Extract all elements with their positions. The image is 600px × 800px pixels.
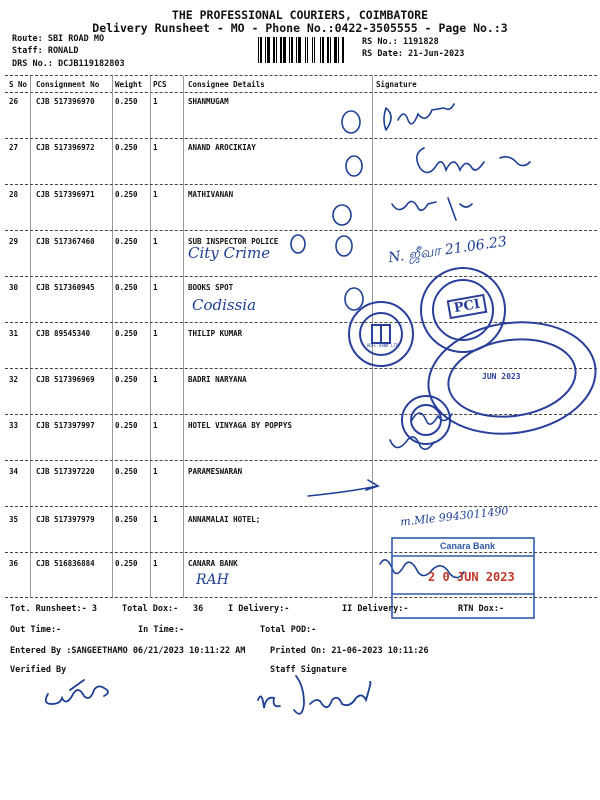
consignment-cell: CJB 89545340 bbox=[36, 329, 91, 338]
consignment-cell: CJB 517397979 bbox=[36, 515, 95, 524]
pci-stamp: PCI bbox=[447, 294, 488, 319]
handwritten-circle-mark bbox=[333, 205, 351, 225]
pcs-cell: 1 bbox=[153, 190, 158, 199]
canara-stamp-date: 2 0 JUN 2023 bbox=[428, 570, 515, 584]
total-dox-label: Total Dox:- bbox=[122, 604, 179, 614]
consignee-cell: ANAND AROCIKIAY bbox=[188, 143, 256, 152]
weight-cell: 0.250 bbox=[115, 467, 138, 476]
consignment-cell: CJB 517396969 bbox=[36, 375, 95, 384]
verified-by-label: Verified By bbox=[10, 665, 67, 675]
weight-cell: 0.250 bbox=[115, 559, 138, 568]
sno-cell: 32 bbox=[9, 375, 19, 384]
handwritten-circle-mark bbox=[336, 236, 352, 256]
handwritten-signature bbox=[384, 104, 454, 130]
weight-cell: 0.250 bbox=[115, 237, 138, 246]
staff-label: Staff: RONALD bbox=[12, 46, 79, 56]
pcs-cell: 1 bbox=[153, 329, 158, 338]
handwritten-arrow bbox=[308, 480, 378, 496]
col-consignee-header: Consignee Details bbox=[188, 80, 265, 89]
consignee-cell: MATHIVANAN bbox=[188, 190, 234, 199]
col-signature-header: Signature bbox=[376, 80, 417, 89]
weight-cell: 0.250 bbox=[115, 421, 138, 430]
handwritten-circle-mark bbox=[345, 288, 363, 310]
commissioner-stamp-date: JUN 2023 bbox=[482, 372, 521, 381]
sno-cell: 33 bbox=[9, 421, 19, 430]
consignee-cell: SHANMUGAM bbox=[188, 97, 229, 106]
pcs-cell: 1 bbox=[153, 467, 158, 476]
consignee-cell: SUB INSPECTOR POLICE bbox=[188, 237, 279, 246]
col-sno-header: S No bbox=[9, 80, 28, 89]
in-time-label: In Time:- bbox=[138, 625, 185, 635]
consignee-cell: HOTEL VINYAGA BY POPPYS bbox=[188, 421, 292, 430]
weight-cell: 0.250 bbox=[115, 375, 138, 384]
sno-cell: 29 bbox=[9, 237, 19, 246]
route-label: Route: SBI ROAD MO bbox=[12, 34, 105, 44]
pcs-cell: 1 bbox=[153, 515, 158, 524]
weight-cell: 0.250 bbox=[115, 329, 138, 338]
weight-cell: 0.250 bbox=[115, 190, 138, 199]
company-title: THE PROFESSIONAL COURIERS, COIMBATORE bbox=[171, 8, 429, 22]
consignee-cell: BOOKS SPOT bbox=[188, 283, 234, 292]
handwritten-note: Codissia bbox=[192, 296, 257, 314]
consignment-cell: CJB 516836884 bbox=[36, 559, 95, 568]
pcs-cell: 1 bbox=[153, 375, 158, 384]
drs-number: DRS No.: DCJB119182803 bbox=[12, 59, 125, 69]
total-runsheet: Tot. Runsheet:- 3 bbox=[10, 604, 97, 614]
hdfc-seal-text: HDFC BANK LTD bbox=[367, 343, 399, 348]
handwritten-signature bbox=[417, 148, 530, 173]
sno-cell: 36 bbox=[9, 559, 19, 568]
col-weight-header: Weight bbox=[115, 80, 143, 89]
ii-delivery-label: II Delivery:- bbox=[342, 604, 409, 614]
out-time-label: Out Time:- bbox=[10, 625, 62, 635]
handwritten-circle-mark bbox=[291, 235, 305, 253]
consignment-cell: CJB 517360945 bbox=[36, 283, 95, 292]
sno-cell: 35 bbox=[9, 515, 19, 524]
consignee-cell: CANARA BANK bbox=[188, 559, 238, 568]
consignee-cell: BADRI NARYANA bbox=[188, 375, 247, 384]
printed-on: Printed On: 21-06-2023 10:11:26 bbox=[270, 646, 429, 656]
handwritten-note: m.Mle 9943011490 bbox=[399, 504, 510, 529]
pcs-cell: 1 bbox=[153, 97, 158, 106]
sno-cell: 27 bbox=[9, 143, 19, 152]
consignee-cell: THILIP KUMAR bbox=[188, 329, 243, 338]
canara-bank-name: Canara Bank bbox=[440, 541, 496, 551]
pcs-cell: 1 bbox=[153, 421, 158, 430]
total-dox-value: 36 bbox=[193, 604, 204, 614]
handwritten-signature bbox=[392, 198, 472, 220]
consignment-cell: CJB 517396972 bbox=[36, 143, 95, 152]
handwritten-note: N. ஜீவா 21.06.23 bbox=[387, 233, 508, 267]
weight-cell: 0.250 bbox=[115, 515, 138, 524]
consignment-cell: CJB 517367460 bbox=[36, 237, 95, 246]
total-pod-label: Total POD:- bbox=[260, 625, 317, 635]
verified-by-signature bbox=[46, 680, 108, 704]
hdfc-bank-seal bbox=[349, 302, 413, 366]
consignment-cell: CJB 517397220 bbox=[36, 467, 95, 476]
col-consignment-header: Consignment No bbox=[36, 80, 100, 89]
handwritten-note: City Crime bbox=[188, 244, 271, 262]
handwritten-circle-mark bbox=[346, 156, 362, 176]
consignee-cell: PARAMESWARAN bbox=[188, 467, 243, 476]
sno-cell: 26 bbox=[9, 97, 19, 106]
rs-number: RS No.: 1191828 bbox=[362, 37, 439, 47]
sno-cell: 34 bbox=[9, 467, 19, 476]
rtn-dox-label: RTN Dox:- bbox=[458, 604, 505, 614]
consignment-cell: CJB 517397997 bbox=[36, 421, 95, 430]
pcs-cell: 1 bbox=[153, 559, 158, 568]
weight-cell: 0.250 bbox=[115, 283, 138, 292]
entered-by: Entered By :SANGEETHAMO 06/21/2023 10:11:22 AM bbox=[10, 646, 246, 656]
col-pcs-header: PCS bbox=[153, 80, 167, 89]
weight-cell: 0.250 bbox=[115, 143, 138, 152]
handwritten-circle-mark bbox=[342, 111, 360, 133]
staff-signature-scribble bbox=[258, 676, 371, 714]
consignment-cell: CJB 517396971 bbox=[36, 190, 95, 199]
handwritten-note: RAH bbox=[196, 572, 229, 588]
weight-cell: 0.250 bbox=[115, 97, 138, 106]
consignee-cell: ANNAMALAI HOTEL; bbox=[188, 515, 261, 524]
rs-date: RS Date: 21-Jun-2023 bbox=[362, 49, 465, 59]
i-delivery-label: I Delivery:- bbox=[228, 604, 290, 614]
staff-signature-label: Staff Signature bbox=[270, 665, 347, 675]
pcs-cell: 1 bbox=[153, 237, 158, 246]
sno-cell: 30 bbox=[9, 283, 19, 292]
pcs-cell: 1 bbox=[153, 283, 158, 292]
runsheet-subtitle: Delivery Runsheet - MO - Phone No.:0422-3505555 - Page No.:3 bbox=[92, 21, 508, 35]
commissioner-seal bbox=[402, 268, 600, 444]
pcs-cell: 1 bbox=[153, 143, 158, 152]
consignment-cell: CJB 517396970 bbox=[36, 97, 95, 106]
sno-cell: 31 bbox=[9, 329, 19, 338]
sno-cell: 28 bbox=[9, 190, 19, 199]
